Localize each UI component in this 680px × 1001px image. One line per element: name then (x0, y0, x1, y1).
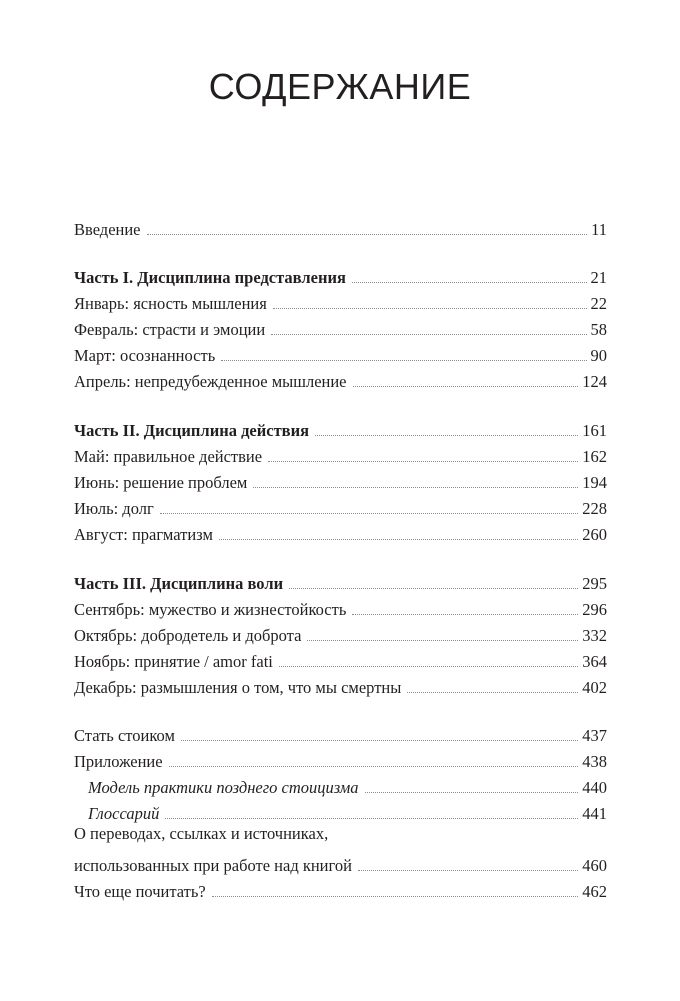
toc-entry-page: 22 (590, 294, 607, 313)
toc-entry-appendix[interactable] (74, 746, 607, 772)
toc-entry-title: Декабрь: размышления о том, что мы смертны (74, 678, 402, 697)
toc-entry-page: 90 (590, 346, 607, 365)
toc-entry-title: Часть III. Дисциплина воли (74, 574, 284, 593)
toc-entry-page: 296 (582, 600, 607, 619)
toc-entry-february[interactable] (74, 314, 607, 340)
toc-entry-title: Август: прагматизм (74, 525, 213, 544)
toc-entry-model[interactable] (74, 772, 607, 798)
toc-entry-title: Введение (74, 220, 141, 239)
toc-entry-title: Октябрь: добродетель и доброта (74, 626, 302, 645)
toc-entry-october[interactable] (74, 620, 607, 646)
toc-entry-title: Июль: долг (74, 499, 154, 518)
toc-entry-title: использованных при работе над книгой (74, 856, 352, 875)
toc-entry-april[interactable] (74, 366, 607, 392)
toc-entry-title: Январь: ясность мышления (74, 294, 267, 313)
toc-entry-title: Сентябрь: мужество и жизнестойкость (74, 600, 347, 619)
dot-leader (160, 512, 579, 514)
toc-entry-page: 364 (582, 652, 607, 671)
toc-entry-page: 21 (590, 268, 607, 287)
toc-entry-december[interactable] (74, 672, 607, 698)
toc-entry-translations[interactable] (74, 850, 607, 876)
dot-leader (365, 791, 579, 793)
dot-leader (352, 613, 578, 615)
toc-entry-page: 11 (591, 220, 607, 239)
dot-leader (352, 281, 587, 283)
toc-entry-title: Стать стоиком (74, 726, 175, 745)
toc-entry-title: Март: осознанность (74, 346, 216, 365)
toc-entry-march[interactable] (74, 340, 607, 366)
page-title: СОДЕРЖАНИЕ (208, 66, 472, 107)
toc-entry-title: Апрель: непредубежденное мышление (74, 372, 347, 391)
toc-entry-title: Что еще почитать? (74, 882, 206, 901)
toc-entry-page: 162 (582, 447, 607, 466)
toc-entry-glossary[interactable] (74, 798, 607, 824)
toc-entry-page: 161 (582, 421, 607, 440)
toc-entry-introduction[interactable] (74, 214, 607, 240)
toc-entry-page: 402 (582, 678, 607, 697)
toc-entry-page: 194 (582, 473, 607, 492)
toc-entry-page: 228 (582, 499, 607, 518)
dot-leader (268, 460, 578, 462)
dot-leader (219, 538, 578, 540)
toc-entry-page: 438 (582, 752, 607, 771)
dot-leader (181, 739, 578, 741)
toc-entry-page: 58 (590, 320, 607, 339)
toc-entry-may[interactable] (74, 441, 607, 467)
toc-entry-page: 437 (582, 726, 607, 745)
toc-entry-page: 295 (582, 574, 607, 593)
dot-leader (307, 639, 578, 641)
toc-entry-title: Модель практики позднего стоицизма (88, 778, 359, 797)
dot-leader (315, 434, 578, 436)
dot-leader (147, 233, 588, 235)
toc-entry-page: 332 (582, 626, 607, 645)
dot-leader (253, 486, 578, 488)
dot-leader (169, 765, 579, 767)
toc-entry-title: Часть II. Дисциплина действия (74, 421, 310, 440)
toc-entry-title: Часть I. Дисциплина представления (74, 268, 346, 287)
toc-entry-title: Февраль: страсти и эмоции (74, 320, 266, 339)
dot-leader (407, 691, 578, 693)
dot-leader (279, 665, 578, 667)
toc-entry-become-stoic[interactable] (74, 720, 607, 746)
toc-entry-title: Приложение (74, 752, 163, 771)
toc-entry-page: 462 (582, 882, 607, 901)
toc-entry-page: 460 (582, 856, 607, 875)
dot-leader (271, 333, 586, 335)
dot-leader (221, 359, 586, 361)
toc-entry-title: Ноябрь: принятие / amor fati (74, 652, 273, 671)
dot-leader (353, 385, 579, 387)
toc-entry-january[interactable] (74, 288, 607, 314)
toc-entry-title: Глоссарий (88, 804, 160, 823)
toc-entry-part-3[interactable] (74, 568, 607, 594)
toc-entry-june[interactable] (74, 467, 607, 493)
dot-leader (273, 307, 587, 309)
toc-entry-translations-line1[interactable]: О переводах, ссылках и источниках, (74, 824, 329, 843)
dot-leader (289, 587, 578, 589)
toc-entry-further-reading[interactable] (74, 876, 607, 902)
dot-leader (165, 817, 578, 819)
toc-entry-part-2[interactable] (74, 415, 607, 441)
dot-leader (358, 869, 578, 871)
toc-entry-title: Май: правильное действие (74, 447, 263, 466)
dot-leader (212, 895, 579, 897)
toc-entry-page: 440 (582, 778, 607, 797)
toc-entry-page: 260 (582, 525, 607, 544)
toc-entry-page: 441 (582, 804, 607, 823)
toc-entry-september[interactable] (74, 594, 607, 620)
toc-entry-page: 124 (582, 372, 607, 391)
toc-entry-part-1[interactable] (74, 262, 607, 288)
toc-entry-title: Июнь: решение проблем (74, 473, 248, 492)
toc-entry-july[interactable] (74, 493, 607, 519)
toc-entry-november[interactable] (74, 646, 607, 672)
toc-entry-august[interactable] (74, 519, 607, 545)
